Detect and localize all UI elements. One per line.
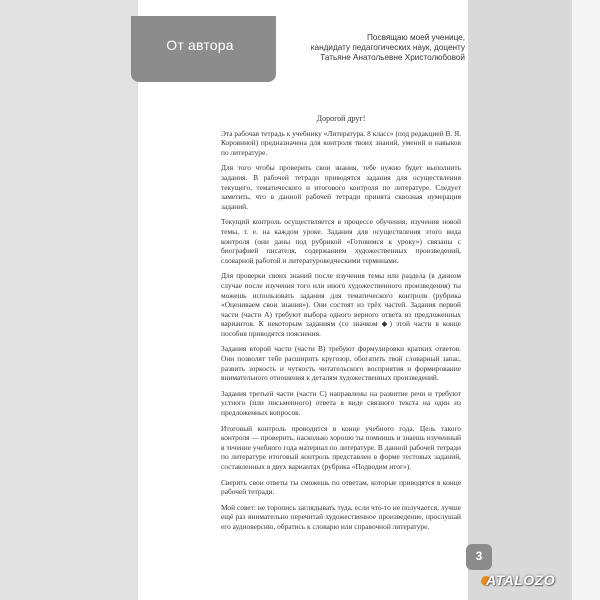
paragraph: Для того чтобы проверить свои знания, тебе нужно будет выполнить задания. В рабочей тетради приводятся задания для осуществления текущего, тематического и итогового контроля по литературе. Следует заметить, что в данной рабочей тетради принята сквозная нумерация заданий. xyxy=(221,163,461,211)
paragraph: Задания третьей части (части С) направлены на развитие речи и требуют устного (или письменного) ответа в виде связного текста на один из предложенных вопросов. xyxy=(221,388,461,418)
section-title: От автора xyxy=(166,37,234,53)
paragraph: Эта рабочая тетрадь к учебнику «Литература. 8 класс» (под редакцией В. Я. Коровиной) предназначена для контроля твоих знаний, умений и навыков по литературе. xyxy=(221,128,461,157)
paragraph: Задания второй части (части В) требуют формулировки кратких ответов. Они позволят тебе расширить кругозор, обогатить твой словарный запас, развить зоркость и чуткость читательского восприятия и формирование внимательного отношения к деталям художественных произведений. xyxy=(221,344,461,383)
body-text xyxy=(221,114,461,538)
dedication-line-1: Посвящаю моей ученице, xyxy=(367,33,465,42)
dedication-line-2: кандидату педагогических наук, доценту xyxy=(310,43,465,52)
greeting: Дорогой друг! xyxy=(316,114,366,123)
right-edge-strip xyxy=(572,0,600,600)
paragraph: Мой совет: не торопись заглядывать туда, если что-то не получается, лучше ещё раз внимательно перечитай художественное произведение, прослушай его аудиоверсию, обратись к словарю или справочной литературе. xyxy=(221,502,461,531)
paragraph: Для проверки своих знаний после изучения темы или раздела (в данном случае после изучения того или иного художественного произведения) ты можешь использовать задания для тематического контроля (рубрика «Оцениваем свои знания»). Они состоят из трёх частей. Задания первой части (части А) требуют выбора одного верного ответа из предложенных вариантов. К некоторым заданиям (со значком ◆) этой части в конце пособия приводятся пояснения. xyxy=(221,271,461,338)
right-margin-panel xyxy=(468,0,572,600)
dedication-line-3: Татьяне Анатольевне Христолюбовой xyxy=(320,53,465,62)
dedication xyxy=(282,33,465,63)
paragraph: Текущий контроль осуществляется в процессе обучения, изучения новой темы, т. е. на каждом уроке. Задания для осуществления этого вида контроля (они даны под рубрикой «Готовимся к уроку») связаны с биографией писателя, содержанием художественных произведений, словарной работой и литературоведческими терминами. xyxy=(221,217,461,265)
paragraph: Сверить свои ответы ты сможешь по ответам, которые приводятся в конце рабочей тетради. xyxy=(221,477,461,497)
watermark: ATALOZO xyxy=(486,572,556,588)
left-margin-strip xyxy=(0,0,138,600)
paragraph: Итоговый контроль проводится в конце учебного года. Цель такого контроля — проверить, насколько хорошо ты помнишь и знаешь изученный в течение учебного года материал по литературе. В данной рабочей тетради по литературе итоговый контроль представлен в форме тестовых заданий, составленных в двух вариантах (рубрика «Подводим итог»). xyxy=(221,423,461,471)
page-number: 3 xyxy=(475,549,483,563)
